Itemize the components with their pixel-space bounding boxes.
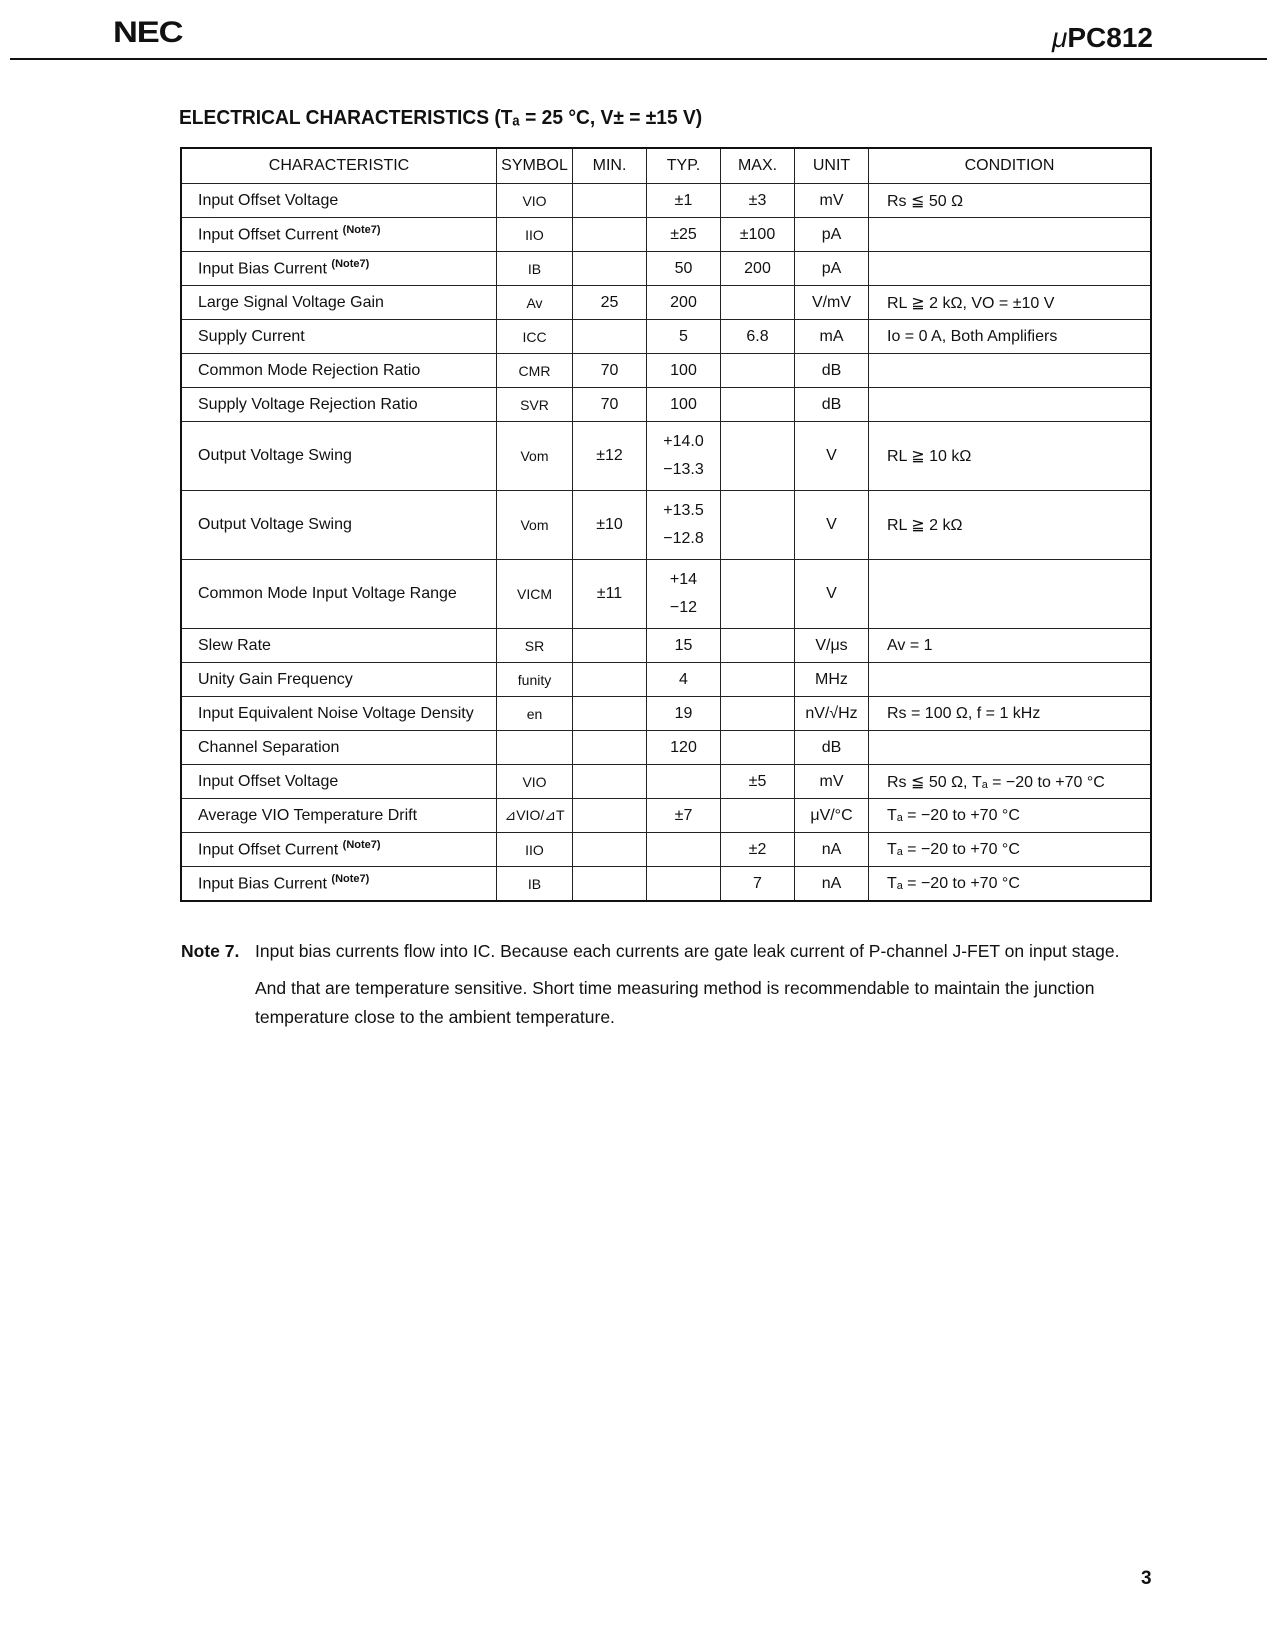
min-cell (573, 388, 647, 422)
symbol-cell (497, 663, 573, 697)
symbol-cell (497, 731, 573, 765)
symbol: Vom (520, 517, 549, 533)
condition-cell (869, 560, 1152, 629)
min-value: 70 (600, 361, 619, 379)
typ-value: 4 (679, 670, 688, 688)
symbol: IIO (525, 841, 544, 858)
characteristic-label: Large Signal Voltage Gain (198, 293, 384, 311)
note-ref: (Note7) (342, 224, 381, 237)
min-value: 25 (600, 293, 619, 311)
unit-cell (795, 799, 869, 833)
symbol: ⊿VIO/⊿T (504, 807, 565, 823)
unit-cell (795, 560, 869, 629)
table-row (181, 320, 1151, 354)
unit: nA (821, 840, 842, 858)
symbol-cell (497, 560, 573, 629)
symbol-cell (497, 252, 573, 286)
typ-value: ±7 (674, 806, 693, 824)
typ-value-negative: −12.8 (663, 530, 704, 547)
max-value: 200 (744, 259, 771, 277)
table-row (181, 833, 1151, 867)
table-row (181, 286, 1151, 320)
condition: RL ≧ 2 kΩ, VO = ±10 V (887, 294, 1055, 312)
condition: Tₐ = −20 to +70 °C (887, 874, 1020, 892)
symbol-cell (497, 388, 573, 422)
table-header-row (181, 148, 1151, 184)
unit-cell (795, 491, 869, 560)
characteristic-cell (181, 354, 497, 388)
characteristic-cell (181, 491, 497, 560)
min-cell (573, 252, 647, 286)
condition-cell (869, 731, 1152, 765)
unit-cell (795, 388, 869, 422)
max-cell (721, 663, 795, 697)
symbol: Av (526, 294, 543, 311)
characteristic-cell (181, 663, 497, 697)
symbol: VIO (522, 192, 547, 209)
typ-value: 200 (670, 293, 697, 311)
symbol-cell (497, 218, 573, 252)
typ-cell (647, 867, 721, 902)
characteristic-label: Input Equivalent Noise Voltage Density (198, 704, 474, 722)
unit-cell (795, 663, 869, 697)
unit: MHz (815, 670, 848, 688)
unit-cell (795, 833, 869, 867)
page-number: 3 (1141, 1568, 1152, 1589)
condition: Tₐ = −20 to +70 °C (887, 806, 1020, 824)
column-header: MIN. (573, 148, 647, 184)
min-cell (573, 286, 647, 320)
typ-cell (647, 560, 721, 629)
condition-cell (869, 833, 1152, 867)
characteristic-cell (181, 286, 497, 320)
typ-value-negative: −12 (669, 599, 698, 616)
min-cell (573, 560, 647, 629)
unit-cell (795, 765, 869, 799)
min-cell (573, 799, 647, 833)
max-cell (721, 765, 795, 799)
column-header: UNIT (795, 148, 869, 184)
max-cell (721, 354, 795, 388)
condition-cell (869, 697, 1152, 731)
characteristic-label: Slew Rate (198, 636, 271, 654)
table-row (181, 663, 1151, 697)
part-number-text: PC812 (1067, 22, 1153, 53)
characteristic-label: Supply Voltage Rejection Ratio (198, 395, 418, 413)
typ-value: 100 (670, 361, 697, 379)
max-cell (721, 320, 795, 354)
condition-cell (869, 867, 1152, 902)
symbol: VIO (522, 773, 547, 790)
min-cell (573, 629, 647, 663)
symbol: CMR (518, 362, 551, 379)
characteristic-label: Common Mode Rejection Ratio (198, 361, 421, 379)
condition-cell (869, 629, 1152, 663)
symbol-cell (497, 799, 573, 833)
max-cell (721, 286, 795, 320)
condition: Tₐ = −20 to +70 °C (887, 840, 1020, 858)
typ-cell (647, 697, 721, 731)
unit-cell (795, 320, 869, 354)
symbol-cell (497, 765, 573, 799)
table-row (181, 560, 1151, 629)
symbol-cell (497, 491, 573, 560)
note-ref: (Note7) (331, 258, 370, 271)
typ-cell (647, 184, 721, 218)
max-cell (721, 833, 795, 867)
max-cell (721, 867, 795, 902)
typ-value: 120 (670, 738, 697, 756)
min-cell (573, 184, 647, 218)
condition-cell (869, 388, 1152, 422)
unit-cell (795, 731, 869, 765)
min-cell (573, 422, 647, 491)
typ-value: ±25 (670, 225, 697, 243)
characteristic-label: Channel Separation (198, 738, 340, 756)
column-header: SYMBOL (497, 148, 573, 184)
characteristic-cell (181, 629, 497, 663)
max-cell (721, 731, 795, 765)
table-row (181, 354, 1151, 388)
characteristic-cell (181, 867, 497, 902)
condition-cell (869, 184, 1152, 218)
unit: V (826, 447, 837, 464)
symbol-cell (497, 867, 573, 902)
min-value: 70 (600, 395, 619, 413)
typ-cell (647, 218, 721, 252)
typ-value: 50 (674, 259, 693, 277)
typ-cell (647, 833, 721, 867)
table-row (181, 422, 1151, 491)
unit-cell (795, 697, 869, 731)
unit: nA (821, 874, 842, 892)
unit-cell (795, 422, 869, 491)
condition-cell (869, 765, 1152, 799)
typ-value-positive: +14 (669, 571, 698, 588)
unit-cell (795, 184, 869, 218)
symbol-cell (497, 697, 573, 731)
typ-cell (647, 491, 721, 560)
characteristic-label: Input Offset Voltage (198, 772, 339, 790)
unit: mV (819, 191, 844, 209)
column-header: MAX. (721, 148, 795, 184)
column-header: CONDITION (869, 148, 1152, 184)
symbol-cell (497, 320, 573, 354)
characteristic-cell (181, 320, 497, 354)
unit: V/mV (811, 293, 852, 311)
table-row (181, 731, 1151, 765)
max-cell (721, 422, 795, 491)
section-title: ELECTRICAL CHARACTERISTICS (Tₐ = 25 °C, V± = ±15 V) (179, 107, 703, 129)
table-row (181, 697, 1151, 731)
symbol: IB (527, 260, 542, 277)
condition-cell (869, 491, 1152, 560)
symbol: IIO (525, 226, 544, 243)
max-value: 6.8 (746, 327, 769, 345)
unit-cell (795, 252, 869, 286)
condition: RL ≧ 10 kΩ (887, 448, 972, 465)
typ-cell (647, 765, 721, 799)
unit: nV/√Hz (805, 704, 858, 722)
table-body (181, 184, 1151, 902)
unit: dB (821, 361, 842, 379)
table-row (181, 629, 1151, 663)
condition: Rs ≦ 50 Ω (887, 192, 964, 210)
condition: Io = 0 A, Both Amplifiers (887, 327, 1058, 345)
characteristic-label: Input Offset Current (198, 226, 339, 244)
characteristic-label: Input Bias Current (198, 875, 327, 893)
typ-value-negative: −13.3 (663, 461, 704, 478)
max-value: ±3 (748, 191, 767, 209)
characteristic-label: Output Voltage Swing (198, 447, 352, 464)
typ-cell (647, 629, 721, 663)
table-row (181, 491, 1151, 560)
symbol: SVR (520, 396, 549, 413)
symbol: ICC (522, 328, 547, 345)
header-rule (10, 58, 1267, 60)
condition-cell (869, 252, 1152, 286)
table-row (181, 218, 1151, 252)
max-value: ±100 (739, 225, 776, 243)
condition-cell (869, 286, 1152, 320)
table-row (181, 765, 1151, 799)
min-value: ±11 (596, 585, 623, 602)
characteristic-label: Common Mode Input Voltage Range (198, 585, 457, 602)
typ-value: ±1 (674, 191, 693, 209)
min-cell (573, 663, 647, 697)
typ-cell (647, 354, 721, 388)
unit: V/μs (815, 636, 848, 654)
condition-cell (869, 218, 1152, 252)
characteristic-cell (181, 697, 497, 731)
unit-cell (795, 354, 869, 388)
min-cell (573, 218, 647, 252)
max-value: 7 (753, 874, 762, 892)
max-value: ±2 (748, 840, 767, 858)
characteristic-cell (181, 184, 497, 218)
condition: Av = 1 (887, 636, 933, 654)
characteristic-cell (181, 388, 497, 422)
typ-value-positive: +14.0 (663, 433, 704, 450)
symbol: funity (517, 671, 552, 688)
characteristic-label: Output Voltage Swing (198, 516, 352, 533)
condition-cell (869, 422, 1152, 491)
symbol-cell (497, 422, 573, 491)
note-ref: (Note7) (331, 873, 370, 886)
min-cell (573, 765, 647, 799)
min-cell (573, 697, 647, 731)
symbol-cell (497, 354, 573, 388)
characteristic-cell (181, 731, 497, 765)
max-cell (721, 252, 795, 286)
max-cell (721, 218, 795, 252)
typ-cell (647, 799, 721, 833)
note-paragraph-1: Input bias currents flow into IC. Because each currents are gate leak current of P-channel J-FET on input stage. (255, 941, 1120, 961)
max-cell (721, 799, 795, 833)
note-ref: (Note7) (342, 839, 381, 852)
typ-value: 19 (674, 704, 693, 722)
characteristic-label: Input Offset Current (198, 841, 339, 859)
unit: pA (821, 225, 842, 243)
unit: dB (821, 395, 842, 413)
symbol: VICM (517, 586, 552, 602)
electrical-characteristics-table (180, 147, 1152, 902)
condition-cell (869, 799, 1152, 833)
part-number (1052, 22, 1153, 54)
unit: V (826, 585, 837, 602)
typ-value-positive: +13.5 (663, 502, 704, 519)
unit: V (826, 516, 837, 533)
typ-value: 5 (679, 327, 688, 345)
note-body (255, 937, 1153, 1032)
unit-cell (795, 218, 869, 252)
condition: RL ≧ 2 kΩ (887, 517, 963, 534)
note-label: Note 7. (181, 941, 240, 961)
min-cell (573, 320, 647, 354)
condition-cell (869, 320, 1152, 354)
min-value: ±10 (596, 516, 623, 533)
typ-value: 15 (674, 636, 693, 654)
condition: Rs ≦ 50 Ω, Tₐ = −20 to +70 °C (887, 773, 1105, 791)
table-row (181, 252, 1151, 286)
symbol-cell (497, 833, 573, 867)
max-cell (721, 184, 795, 218)
symbol: IB (527, 875, 542, 892)
min-cell (573, 867, 647, 902)
condition-cell (869, 663, 1152, 697)
column-header: CHARACTERISTIC (181, 148, 497, 184)
unit: mV (819, 772, 844, 790)
max-cell (721, 388, 795, 422)
min-cell (573, 731, 647, 765)
characteristic-label: Input Bias Current (198, 260, 327, 278)
typ-value: 100 (670, 395, 697, 413)
typ-cell (647, 388, 721, 422)
symbol-cell (497, 629, 573, 663)
symbol: Vom (520, 448, 549, 464)
unit-cell (795, 286, 869, 320)
note-paragraph-2: And that are temperature sensitive. Short time measuring method is recommendable to maintain the junction temperature close to the ambient temperature. (255, 978, 1095, 1027)
symbol-cell (497, 286, 573, 320)
max-value: ±5 (748, 772, 767, 790)
unit-cell (795, 867, 869, 902)
characteristic-cell (181, 765, 497, 799)
characteristic-label: Input Offset Voltage (198, 191, 339, 209)
table-row (181, 867, 1151, 902)
characteristic-label: Unity Gain Frequency (198, 670, 353, 688)
max-cell (721, 560, 795, 629)
unit: pA (821, 259, 842, 277)
table-row (181, 388, 1151, 422)
table-row (181, 184, 1151, 218)
unit: μV/°C (810, 806, 853, 824)
typ-cell (647, 422, 721, 491)
nec-logo: NEC (113, 16, 183, 49)
typ-cell (647, 286, 721, 320)
symbol: SR (524, 637, 545, 654)
condition: Rs = 100 Ω, f = 1 kHz (887, 704, 1041, 722)
symbol-cell (497, 184, 573, 218)
mu-prefix: μ (1052, 22, 1068, 53)
characteristic-label: Average VIO Temperature Drift (198, 806, 418, 824)
max-cell (721, 491, 795, 560)
max-cell (721, 629, 795, 663)
table-row (181, 799, 1151, 833)
min-cell (573, 491, 647, 560)
typ-cell (647, 731, 721, 765)
characteristic-cell (181, 799, 497, 833)
symbol: en (526, 705, 543, 722)
unit: mA (819, 327, 844, 345)
max-cell (721, 697, 795, 731)
unit-cell (795, 629, 869, 663)
min-value: ±12 (596, 447, 623, 464)
characteristic-cell (181, 252, 497, 286)
characteristic-cell (181, 560, 497, 629)
unit: dB (821, 738, 842, 756)
min-cell (573, 354, 647, 388)
characteristic-label: Supply Current (198, 327, 305, 345)
typ-cell (647, 252, 721, 286)
characteristic-cell (181, 218, 497, 252)
typ-cell (647, 663, 721, 697)
condition-cell (869, 354, 1152, 388)
min-cell (573, 833, 647, 867)
note-7 (181, 937, 1153, 1027)
column-header: TYP. (647, 148, 721, 184)
characteristic-cell (181, 833, 497, 867)
typ-cell (647, 320, 721, 354)
characteristic-cell (181, 422, 497, 491)
